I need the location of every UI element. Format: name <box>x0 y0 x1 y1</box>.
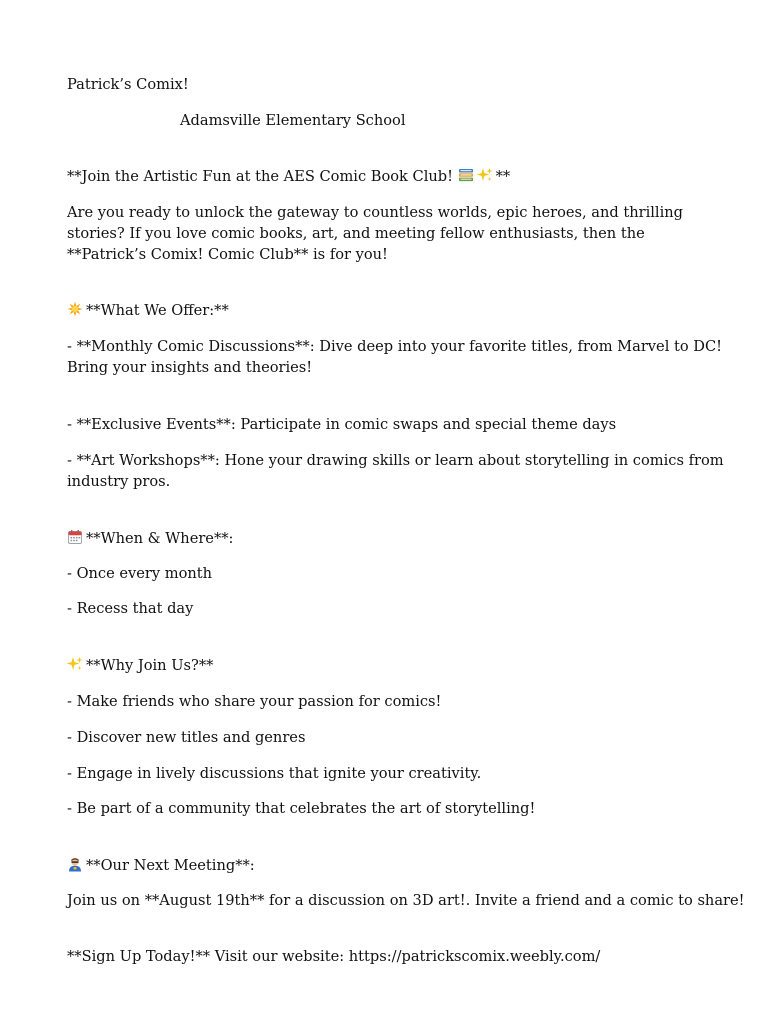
headline-suffix: ** <box>495 168 511 185</box>
why-item-friends: - Make friends who share your passion for comics! <box>67 693 442 710</box>
when-item-frequency: - Once every month <box>67 565 213 582</box>
why-item-community: - Be part of a community that celebrates the art of storytelling! <box>67 800 536 817</box>
why-item-discussions: - Engage in lively discussions that ignite your creativity. <box>67 765 482 782</box>
offer-item-discussions: - **Monthly Comic Discussions**: Dive deep into your favorite titles, from Marvel to DC! Bring your insights and theories! <box>67 338 723 376</box>
meeting-heading <box>67 855 727 876</box>
when-heading-text: **When & Where**: <box>86 530 234 547</box>
when-item-time: - Recess that day <box>67 600 194 617</box>
offer-item-workshops: - **Art Workshops**: Hone your drawing skills or learn about storytelling in comics from industry pros. <box>67 452 724 490</box>
offer-item-events: - **Exclusive Events**: Participate in comic swaps and special theme days <box>67 416 617 433</box>
sparkles-icon <box>67 656 83 672</box>
brand-title: Patrick’s Comix! <box>67 76 189 93</box>
superhero-icon <box>67 856 83 872</box>
meeting-heading-text: **Our Next Meeting**: <box>86 857 255 874</box>
sparkles-icon <box>477 167 493 183</box>
headline <box>67 166 727 187</box>
headline-text: **Join the Artistic Fun at the AES Comic Book Club! <box>67 168 458 185</box>
why-heading-text: **Why Join Us?** <box>86 657 214 674</box>
school-name: Adamsville Elementary School <box>180 112 406 129</box>
books-icon <box>458 167 474 183</box>
offer-heading <box>67 300 727 321</box>
star-burst-icon <box>67 301 83 317</box>
meeting-text: Join us on **August 19th** for a discussion on 3D art!. Invite a friend and a comic to share! <box>67 892 745 909</box>
calendar-icon <box>67 529 83 545</box>
intro-paragraph: Are you ready to unlock the gateway to countless worlds, epic heroes, and thrilling stories? If you love comic books, art, and meeting fellow enthusiasts, then the **Patrick’s Comix! Comic Club** is for you! <box>67 204 684 263</box>
why-heading <box>67 655 727 676</box>
offer-heading-text: **What We Offer:** <box>86 302 229 319</box>
signup-text: **Sign Up Today!** Visit our website: https://patrickscomix.weebly.com/ <box>67 948 601 965</box>
why-item-discover: - Discover new titles and genres <box>67 729 306 746</box>
when-heading <box>67 528 727 549</box>
